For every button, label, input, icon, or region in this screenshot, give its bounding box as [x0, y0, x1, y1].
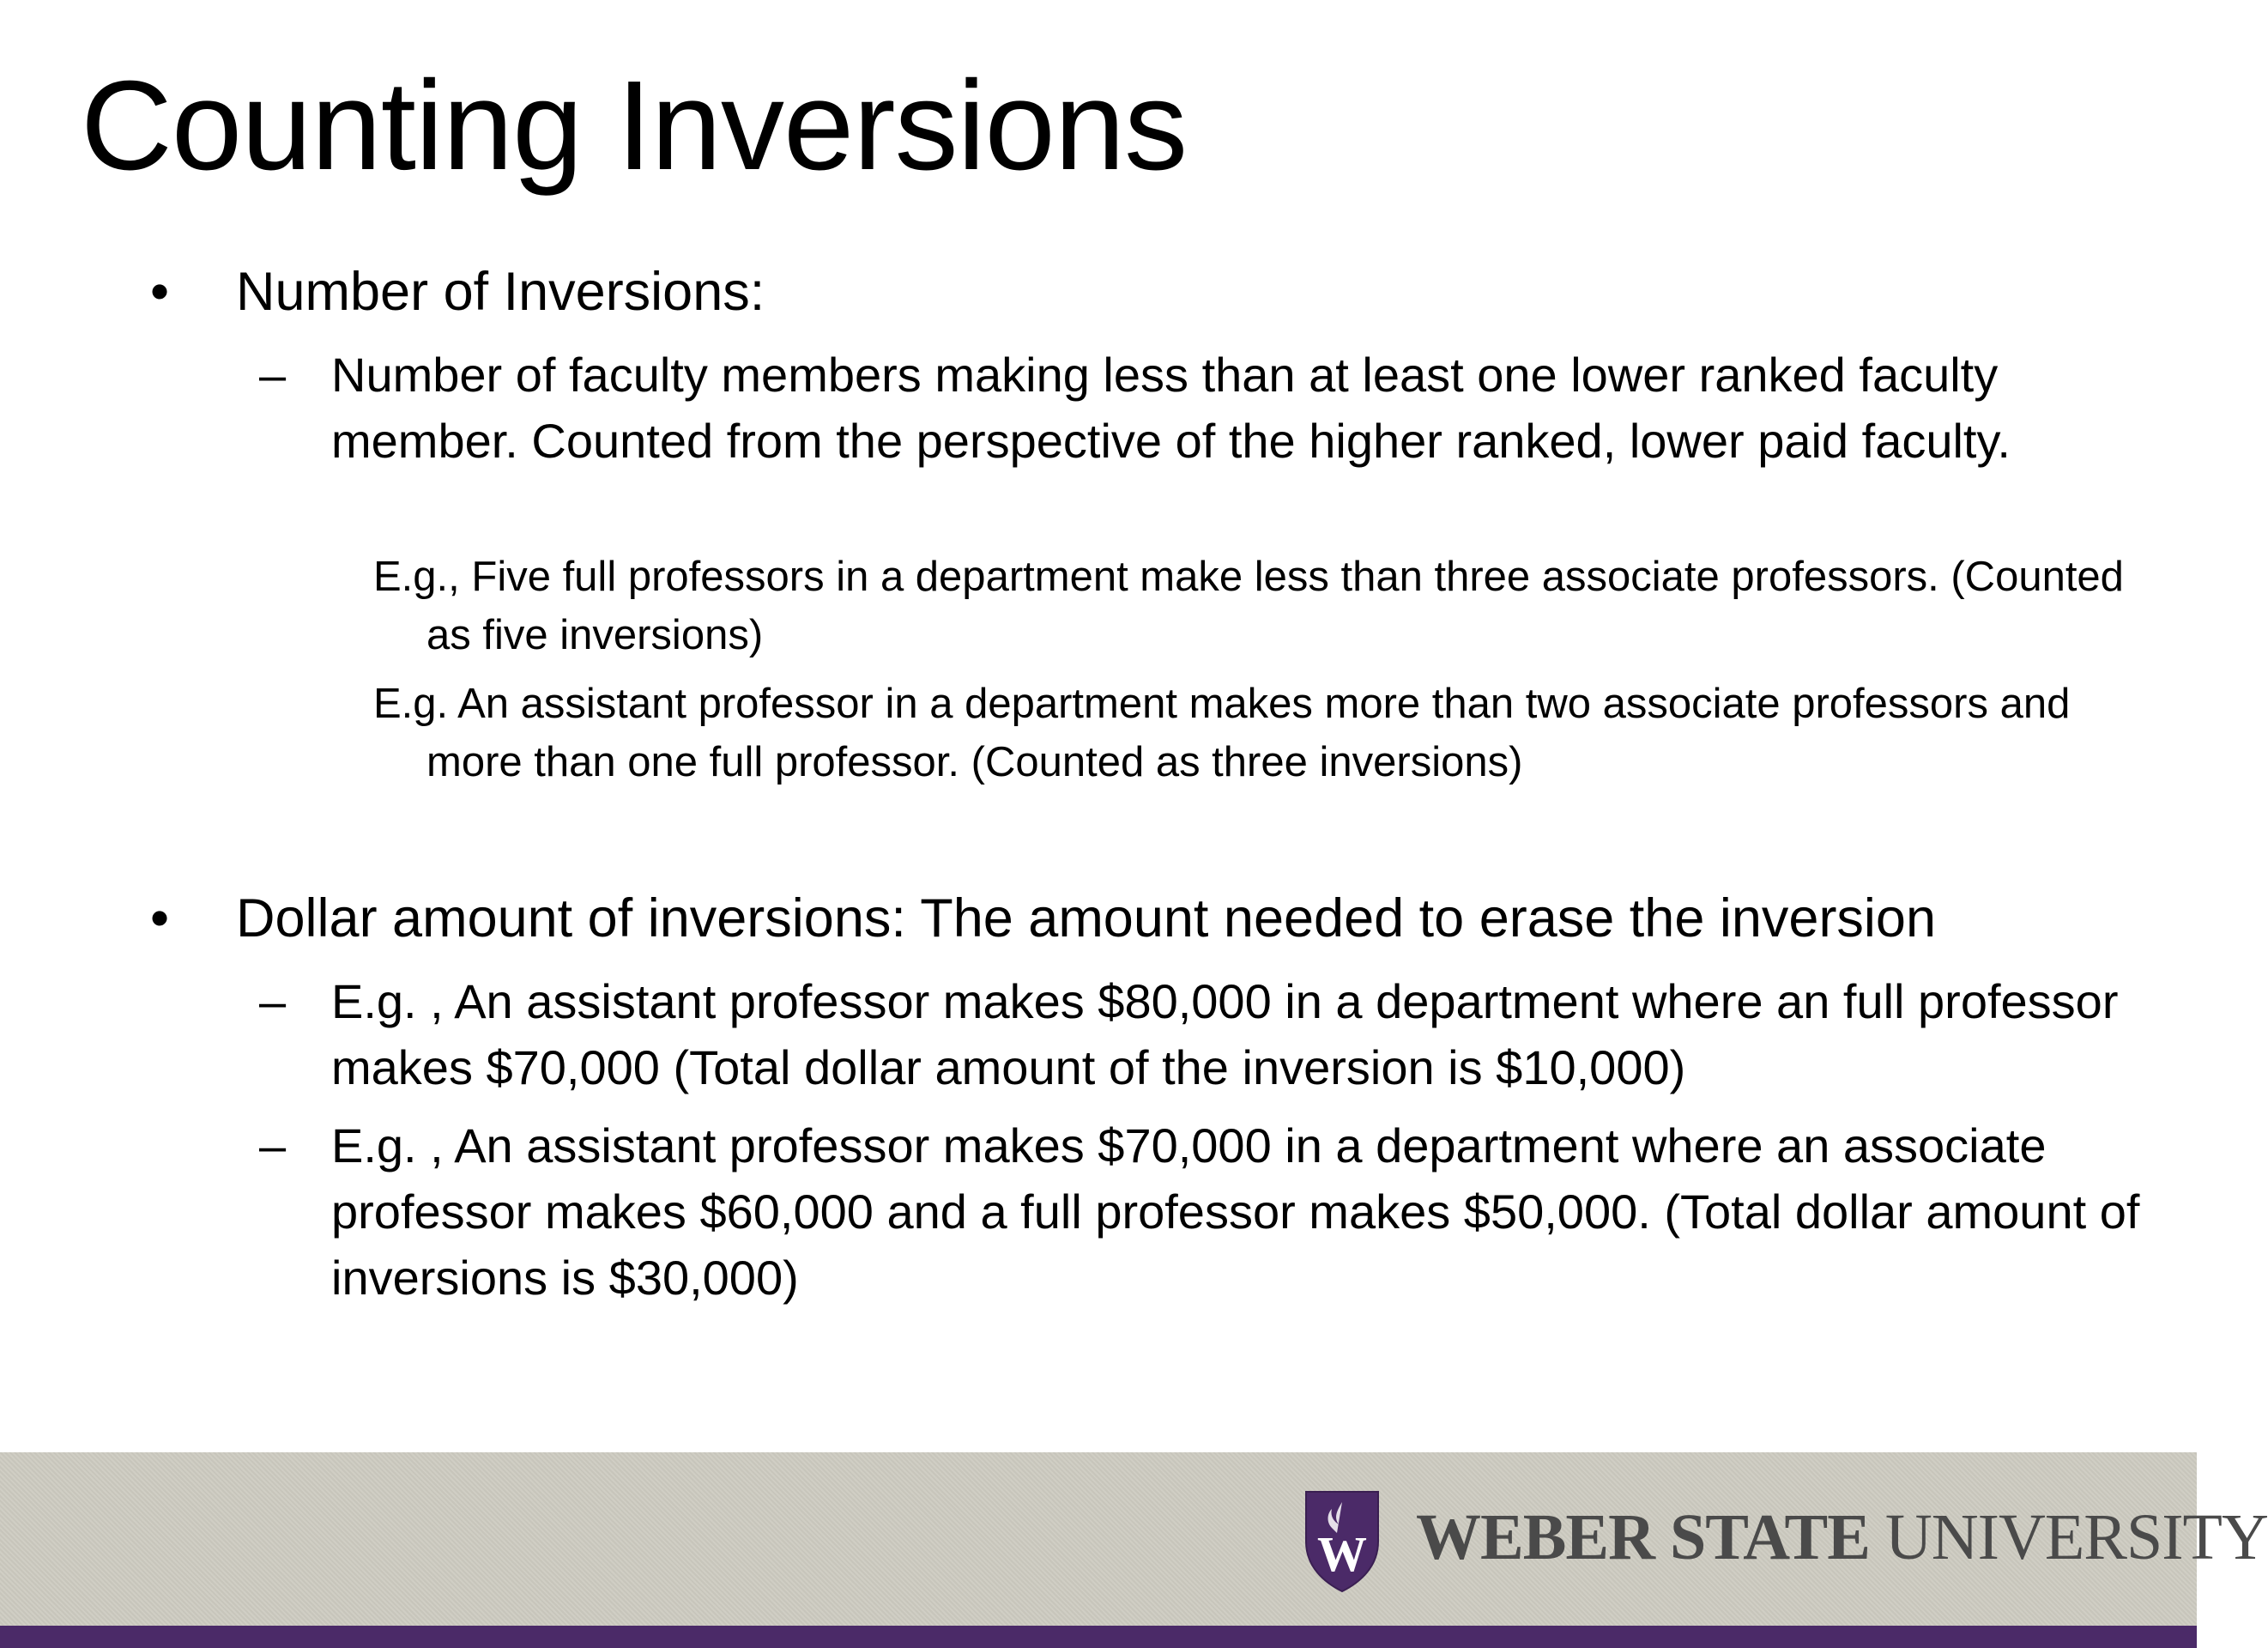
dash-marker: – — [259, 1118, 287, 1172]
slide-title: Counting Inversions — [81, 55, 1188, 197]
university-wordmark — [1416, 1499, 2268, 1576]
example-text: E.g. An assistant professor in a department makes more than two associate professors and more than one full professor. (Counted as three inversions) — [373, 681, 2071, 785]
subitem-text: Number of faculty members making less than at least one lower ranked faculty member. Counted from the perspective of the higher ranked, lower paid faculty. — [331, 348, 2011, 468]
subitem-text: E.g. , An assistant professor makes $80,000 in a department where an full professor makes $70,000 (Total dollar amount of the inversion is $10,000) — [331, 974, 2119, 1094]
bullet-marker: • — [150, 262, 170, 322]
wordmark-bold: WEBER STATE — [1416, 1501, 1870, 1573]
logo-letter: W — [1317, 1526, 1367, 1582]
example-five-full-professors — [373, 548, 2132, 664]
wordmark-rest: UNIVERSITY — [1884, 1501, 2268, 1573]
subitem-dollar-example-1 — [259, 968, 2159, 1100]
bullet-text: Number of Inversions: — [236, 262, 765, 322]
bullet-text: Dollar amount of inversions: The amount needed to erase the inversion — [236, 888, 1936, 948]
bullet-item-dollar-amount — [150, 886, 2124, 951]
footer-bar — [0, 1626, 2197, 1648]
dash-marker: – — [259, 974, 287, 1028]
dash-marker: – — [259, 348, 287, 402]
subitem-text: E.g. , An assistant professor makes $70,000 in a department where an associate professor makes $60,000 and a full professor makes $50,000. (Total dollar amount of inversions is $30,000) — [331, 1118, 2140, 1305]
subitem-dollar-example-2 — [259, 1112, 2159, 1311]
example-text: E.g., Five full professors in a department make less than three associate professors. (Counted as five inversions) — [373, 554, 2124, 658]
bullet-marker: • — [150, 888, 170, 948]
bullet-item-number-of-inversions — [150, 259, 2124, 324]
weber-state-shield-logo-icon — [1303, 1488, 1382, 1595]
subitem-number-of-faculty — [259, 342, 2116, 474]
example-assistant-professor — [373, 675, 2132, 791]
